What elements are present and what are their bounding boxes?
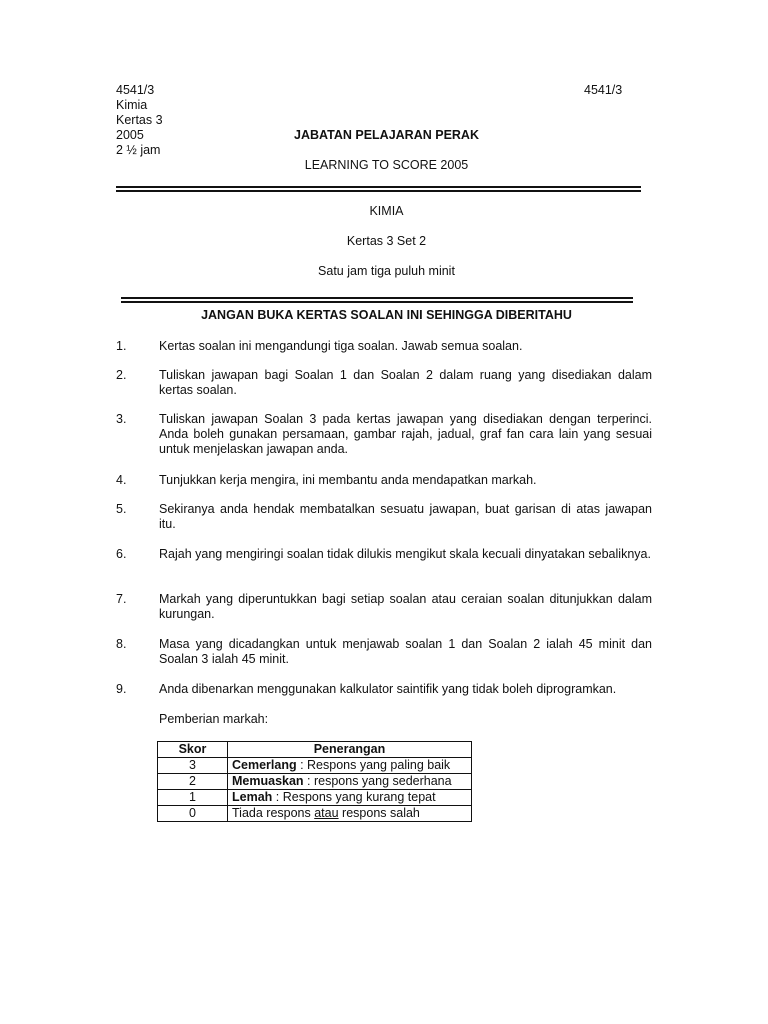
divider-top-1 (116, 186, 641, 188)
marking-table (157, 741, 472, 822)
score-cell: 2 (158, 774, 228, 790)
score-cell: 3 (158, 758, 228, 774)
table-row (158, 774, 472, 790)
score-description-underlined: atau (314, 806, 339, 820)
instruction-number: 9. (116, 682, 127, 696)
instruction-number: 5. (116, 502, 127, 516)
instruction-number: 7. (116, 592, 127, 606)
instruction-number: 2. (116, 368, 127, 382)
score-description: : respons yang sederhana (303, 774, 452, 788)
score-description: : Respons yang paling baik (296, 758, 451, 772)
table-header-row (158, 742, 472, 758)
score-term: Lemah (232, 790, 273, 804)
instruction-text: Tuliskan jawapan Soalan 3 pada kertas jawapan yang disediakan dengan terperinci. Anda boleh gunakan persamaan, gambar rajah, jadual, graf fan cara lain yang sesuai untuk menjelaskan jawapan anda. (159, 412, 652, 456)
divider-top-2 (116, 190, 641, 192)
exam-duration: 2 ½ jam (116, 143, 161, 157)
subject-name: Kimia (116, 98, 148, 112)
instruction-number: 3. (116, 412, 127, 426)
instruction-text: Sekiranya anda hendak membatalkan sesuatu jawapan, buat garisan di atas jawapan itu. (159, 502, 652, 531)
explanation-cell (228, 774, 472, 790)
paper-set: Kertas 3 Set 2 (346, 234, 427, 248)
explanation-cell (228, 790, 472, 806)
warning-text: JANGAN BUKA KERTAS SOALAN INI SEHINGGA DIBERITAHU (201, 308, 572, 322)
score-description-post: respons salah (338, 806, 420, 820)
column-header-score: Skor (158, 742, 228, 758)
header-meta (116, 83, 163, 158)
program-title: LEARNING TO SCORE 2005 (304, 158, 469, 172)
paper-code-right: 4541/3 (584, 83, 623, 97)
score-cell: 1 (158, 790, 228, 806)
table-row (158, 806, 472, 822)
time-allowed: Satu jam tiga puluh minit (318, 264, 455, 278)
table-row (158, 790, 472, 806)
paper-number: Kertas 3 (116, 113, 163, 127)
score-description: : Respons yang kurang tepat (272, 790, 436, 804)
instruction-text: Tuliskan jawapan bagi Soalan 1 dan Soalan 2 dalam ruang yang disediakan dalam kertas soalan. (159, 368, 652, 397)
column-header-explanation: Penerangan (228, 742, 472, 758)
explanation-cell (228, 758, 472, 774)
table-row (158, 758, 472, 774)
instruction-number: 1. (116, 339, 127, 353)
divider-mid-1 (121, 297, 633, 299)
instruction-number: 6. (116, 547, 127, 561)
marking-intro: Pemberian markah: (159, 712, 269, 726)
instruction-text: Anda dibenarkan menggunakan kalkulator saintifik yang tidak boleh diprogramkan. (159, 682, 617, 696)
instruction-text: Markah yang diperuntukkan bagi setiap soalan atau ceraian soalan ditunjukkan dalam kurungan. (159, 592, 652, 621)
score-term: Memuaskan (232, 774, 304, 788)
explanation-cell (228, 806, 472, 822)
score-description-pre: Tiada respons (232, 806, 315, 820)
instruction-number: 8. (116, 637, 127, 651)
subject-caps: KIMIA (369, 204, 404, 218)
score-cell: 0 (158, 806, 228, 822)
instruction-text: Tunjukkan kerja mengira, ini membantu anda mendapatkan markah. (159, 473, 537, 487)
department-title: JABATAN PELAJARAN PERAK (294, 128, 479, 142)
instruction-text: Rajah yang mengiringi soalan tidak dilukis mengikut skala kecuali dinyatakan sebaliknya. (159, 547, 651, 561)
instruction-number: 4. (116, 473, 127, 487)
paper-code-left: 4541/3 (116, 83, 155, 97)
score-term: Cemerlang (232, 758, 297, 772)
divider-mid-2 (121, 301, 633, 303)
instruction-text: Masa yang dicadangkan untuk menjawab soalan 1 dan Soalan 2 ialah 45 minit dan Soalan 3 ialah 45 minit. (159, 637, 652, 666)
instruction-text: Kertas soalan ini mengandungi tiga soalan. Jawab semua soalan. (159, 339, 523, 353)
exam-year: 2005 (116, 128, 144, 142)
